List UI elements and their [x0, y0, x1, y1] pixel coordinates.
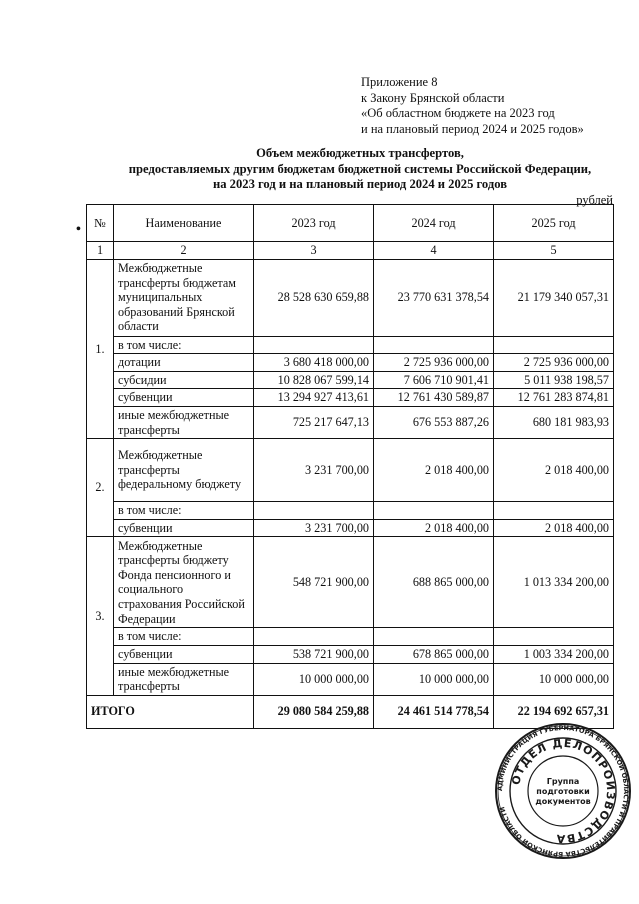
value-2023: 538 721 900,00 [254, 645, 374, 663]
value-2025: 1 003 334 200,00 [494, 645, 614, 663]
header-2023: 2023 год [254, 205, 374, 242]
column-number-row [87, 242, 614, 260]
title-line: предоставляемых другим бюджетам бюджетной системы Российской Федерации, [128, 161, 592, 176]
table-row [87, 406, 614, 438]
table-row [87, 519, 614, 537]
row-name: субвенции [114, 389, 254, 407]
row-number: 3. [87, 537, 114, 695]
table-header-row [87, 205, 614, 242]
appendix-line: Приложение 8 [361, 75, 438, 89]
value-2023: 725 217 647,13 [254, 406, 374, 438]
table-row [87, 628, 614, 646]
document-title [60, 146, 639, 193]
value-2023: 13 294 927 413,61 [254, 389, 374, 407]
header-2025: 2025 год [494, 205, 614, 242]
header-num: № [87, 205, 114, 242]
value-2024: 2 018 400,00 [374, 519, 494, 537]
value-2025: 2 725 936 000,00 [494, 354, 614, 372]
row-name: в том числе: [114, 628, 254, 646]
row-name: в том числе: [114, 502, 254, 520]
table-row [87, 645, 614, 663]
row-name: Межбюджетные трансферты бюджету Фонда пенсионного и социального страхования Российской Федерации [114, 537, 254, 628]
value-2024: 688 865 000,00 [374, 537, 494, 628]
total-2025: 22 194 692 657,31 [494, 695, 614, 728]
header-2024: 2024 год [374, 205, 494, 242]
value-2023: 10 828 067 599,14 [254, 371, 374, 389]
total-2023: 29 080 584 259,88 [254, 695, 374, 728]
row-name: субсидии [114, 371, 254, 389]
col-number: 4 [374, 242, 494, 260]
value-2023: 3 231 700,00 [254, 519, 374, 537]
value-2024: 2 725 936 000,00 [374, 354, 494, 372]
value-2023: 10 000 000,00 [254, 663, 374, 695]
svg-text:АДМИНИСТРАЦИЯ ГУБЕРНАТОРА БРЯН: АДМИНИСТРАЦИЯ ГУБЕРНАТОРА БРЯНСКОЙ ОБЛАСТИ И ПРАВИТЕЛЬСТВА БРЯНСКОЙ ОБЛАСТИ [495, 723, 631, 859]
appendix-line: к Закону Брянской области [361, 90, 505, 105]
value-2024: 7 606 710 901,41 [374, 371, 494, 389]
value-2024: 678 865 000,00 [374, 645, 494, 663]
table-row [87, 537, 614, 628]
table-row [87, 663, 614, 695]
value-2024: 2 018 400,00 [374, 439, 494, 502]
value-2025: 2 018 400,00 [494, 439, 614, 502]
value-2024: 10 000 000,00 [374, 663, 494, 695]
total-2024: 24 461 514 778,54 [374, 695, 494, 728]
row-name: в том числе: [114, 336, 254, 354]
col-number: 2 [114, 242, 254, 260]
row-name: субвенции [114, 645, 254, 663]
value-2025: 10 000 000,00 [494, 663, 614, 695]
row-name: субвенции [114, 519, 254, 537]
row-name: иные межбюджетные трансферты [114, 406, 254, 438]
value-2024: 676 553 887,26 [374, 406, 494, 438]
value-2025: 21 179 340 057,31 [494, 259, 614, 336]
table-row [87, 336, 614, 354]
value-2025: 12 761 283 874,81 [494, 389, 614, 407]
table-row [87, 371, 614, 389]
col-number: 1 [87, 242, 114, 260]
row-number: 2. [87, 439, 114, 537]
row-name: Межбюджетные трансферты бюджетам муниципальных образований Брянской области [114, 259, 254, 336]
total-label: ИТОГО [87, 695, 254, 728]
svg-text:ОТДЕЛ ДЕЛОПРОИЗВОДСТВА: ОТДЕЛ ДЕЛОПРОИЗВОДСТВА [509, 736, 618, 846]
value-2025: 5 011 938 198,57 [494, 371, 614, 389]
svg-text:Группаподготовкидокументов: Группа подготовки документов [535, 777, 591, 806]
value-2023: 3 680 418 000,00 [254, 354, 374, 372]
row-name: дотации [114, 354, 254, 372]
value-2025: 1 013 334 200,00 [494, 537, 614, 628]
value-2024: 23 770 631 378,54 [374, 259, 494, 336]
margin-dot: • [76, 222, 81, 237]
title-line: на 2023 год и на плановый период 2024 и 2025 годов [212, 177, 508, 191]
row-name: иные межбюджетные трансферты [114, 663, 254, 695]
units-label: рублей [576, 193, 613, 207]
table-row [87, 502, 614, 520]
header-name: Наименование [114, 205, 254, 242]
table-row [87, 439, 614, 502]
value-2025: 2 018 400,00 [494, 519, 614, 537]
col-number: 5 [494, 242, 614, 260]
row-number: 1. [87, 259, 114, 439]
official-seal-stamp [494, 722, 632, 860]
table-row [87, 259, 614, 336]
col-number: 3 [254, 242, 374, 260]
value-2023: 28 528 630 659,88 [254, 259, 374, 336]
table-row [87, 354, 614, 372]
value-2023: 3 231 700,00 [254, 439, 374, 502]
value-2025: 680 181 983,93 [494, 406, 614, 438]
appendix-line: и на плановый период 2024 и 2025 годов» [361, 121, 584, 136]
row-name: Межбюджетные трансферты федеральному бюджету [114, 439, 254, 502]
appendix-header [361, 75, 584, 137]
value-2023: 548 721 900,00 [254, 537, 374, 628]
appendix-line: «Об областном бюджете на 2023 год [361, 106, 555, 121]
table-row [87, 389, 614, 407]
value-2024: 12 761 430 589,87 [374, 389, 494, 407]
transfers-table [86, 204, 614, 729]
title-line: Объем межбюджетных трансфертов, [256, 146, 464, 160]
